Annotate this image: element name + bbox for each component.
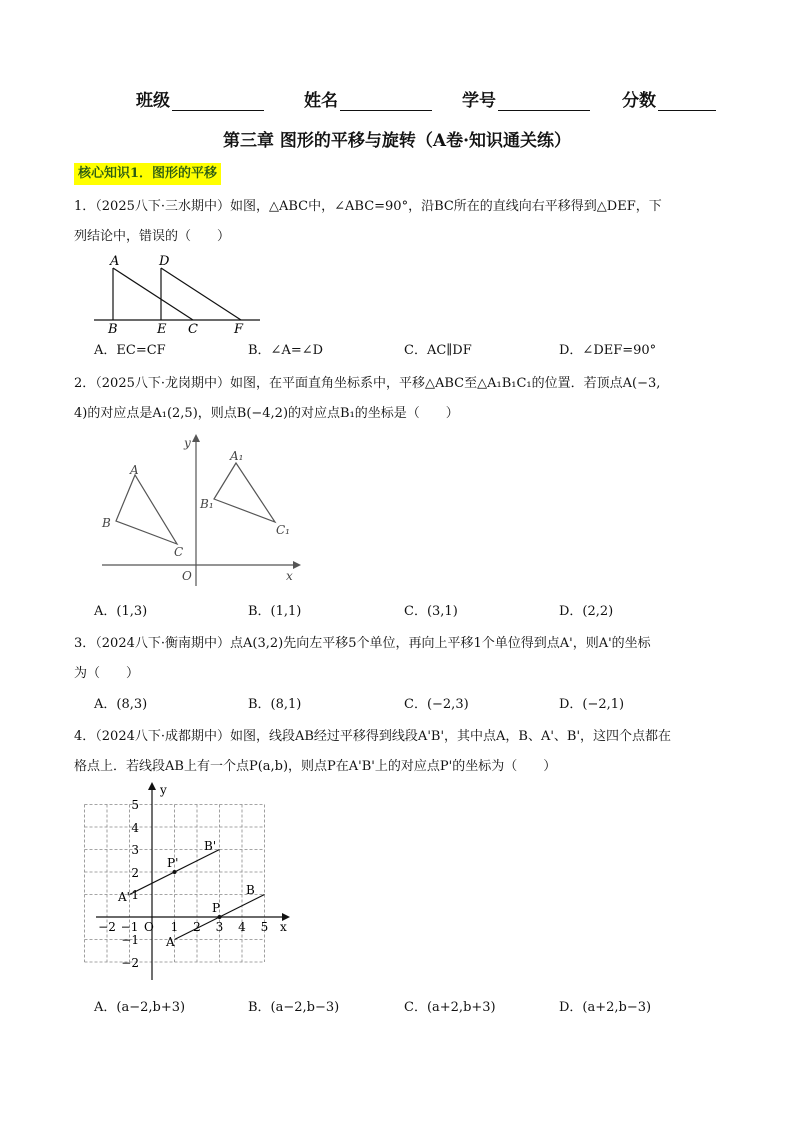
y-tick-5: 5 <box>131 798 139 812</box>
label-f: F <box>234 322 244 337</box>
score-label: 分数 <box>622 91 656 111</box>
label-a-prime: A' <box>118 890 130 904</box>
question-4-option-c[interactable]: C．(a+2,b+3) <box>404 1000 496 1015</box>
y-axis-label: y <box>160 783 167 797</box>
x-tick-neg-1: −1 <box>120 920 139 934</box>
label-p: P <box>212 901 221 915</box>
question-4-option-d[interactable]: D．(a+2,b−3) <box>559 1000 652 1015</box>
point-p <box>218 915 222 919</box>
label-d: D <box>159 254 170 269</box>
question-4-option-b[interactable]: B．(a−2,b−3) <box>248 1000 340 1015</box>
student-id-label: 学号 <box>462 91 496 111</box>
question-1-option-c[interactable]: C．AC∥DF <box>404 343 472 358</box>
question-1-figure <box>90 250 270 335</box>
question-3-line-2: 为（ ） <box>74 666 140 681</box>
x-tick-2: 2 <box>193 920 201 934</box>
y-axis-label: y <box>184 436 191 450</box>
label-b: B <box>108 322 118 337</box>
y-axis-arrow <box>192 434 200 442</box>
label-b: B <box>102 516 111 530</box>
question-2-option-d[interactable]: D．(2,2) <box>559 604 614 619</box>
x-tick-3: 3 <box>215 920 224 934</box>
x-axis-label: x <box>280 920 287 934</box>
x-axis-arrow <box>293 561 301 569</box>
question-2-option-c[interactable]: C．(3,1) <box>404 604 458 619</box>
question-3-line-1: 3．（2024八下·衡南期中）点A(3,2)先向左平移5个单位，再向上平移1个单位得到点A'，则A'的坐标 <box>74 636 651 651</box>
student-id-field <box>462 86 590 111</box>
label-e: E <box>157 322 167 337</box>
score-field <box>622 86 716 111</box>
label-a1: A₁ <box>230 449 244 463</box>
question-2-option-a[interactable]: A．(1,3) <box>94 604 148 619</box>
label-c: C <box>188 322 198 337</box>
question-4-option-a[interactable]: A．(a−2,b+3) <box>94 1000 186 1015</box>
y-tick-4: 4 <box>131 821 139 835</box>
question-4-line-1: 4．（2024八下·成都期中）如图，线段AB经过平移得到线段A'B'，其中点A，B、A'、B'，这四个点都在 <box>74 729 672 744</box>
question-4-line-2: 格点上．若线段AB上有一个点P(a,b)，则点P在A'B'上的对应点P'的坐标为（ ） <box>74 759 557 774</box>
point-p-prime <box>173 870 177 874</box>
question-2-figure <box>98 430 308 592</box>
y-tick-2: 2 <box>131 866 139 880</box>
question-1-option-d[interactable]: D．∠DEF=90° <box>559 343 657 358</box>
side-ac <box>113 268 193 320</box>
question-1-line-1: 1．（2025八下·三水期中）如图，△ABC中，∠ABC=90°，沿BC所在的直线向右平移得到△DEF，下 <box>74 199 662 214</box>
y-axis-arrow <box>148 782 156 790</box>
question-2-line-1: 2．（2025八下·龙岗期中）如图，在平面直角坐标系中，平移△ABC至△A₁B₁C₁的位置．若顶点A(−3, <box>74 376 661 391</box>
y-tick-1: 1 <box>131 888 139 902</box>
x-tick-1: 1 <box>170 920 179 934</box>
origin-label: O <box>144 920 154 934</box>
origin-label: O <box>182 569 192 583</box>
question-2-option-b[interactable]: B．(1,1) <box>248 604 302 619</box>
x-axis-label: x <box>286 569 293 583</box>
score-blank[interactable] <box>658 92 716 111</box>
y-tick-neg-2: −2 <box>121 956 139 970</box>
question-1-option-b[interactable]: B．∠A=∠D <box>248 343 324 358</box>
label-b1: B₁ <box>200 497 214 511</box>
y-tick-3: 3 <box>131 843 139 857</box>
class-blank[interactable] <box>172 92 264 111</box>
question-2-line-2: 4)的对应点是A₁(2,5)，则点B(−4,2)的对应点B₁的坐标是（ ） <box>74 406 459 421</box>
label-b: B <box>246 883 255 897</box>
name-field <box>304 86 432 111</box>
label-a: A <box>130 463 139 477</box>
x-tick-4: 4 <box>238 920 246 934</box>
label-p-prime: P' <box>167 856 179 870</box>
label-c: C <box>174 545 184 559</box>
question-1-line-2: 列结论中，错误的（ ） <box>74 229 231 244</box>
side-df <box>161 268 241 320</box>
class-label: 班级 <box>136 91 170 111</box>
triangle-abc <box>116 475 177 544</box>
triangle-a1b1c1 <box>214 463 275 522</box>
x-tick-5: 5 <box>260 920 269 934</box>
label-c1: C₁ <box>276 523 290 537</box>
class-field <box>136 86 264 111</box>
label-a: A <box>166 935 175 949</box>
question-1-option-a[interactable]: A．EC=CF <box>94 343 166 358</box>
question-3-option-b[interactable]: B．(8,1) <box>248 697 302 712</box>
question-3-option-c[interactable]: C．(−2,3) <box>404 697 469 712</box>
name-label: 姓名 <box>304 91 338 111</box>
label-b-prime: B' <box>204 839 217 853</box>
question-4-grid-figure <box>94 782 299 987</box>
section-tag: 核心知识1．图形的平移 <box>74 163 221 185</box>
y-tick-neg-1: −1 <box>121 933 139 947</box>
student-id-blank[interactable] <box>498 92 590 111</box>
question-3-option-a[interactable]: A．(8,3) <box>94 697 148 712</box>
x-tick-neg-2: −2 <box>98 920 116 934</box>
label-a: A <box>110 254 120 269</box>
name-blank[interactable] <box>340 92 432 111</box>
question-3-option-d[interactable]: D．(−2,1) <box>559 697 625 712</box>
page-title: 第三章 图形的平移与旋转（A卷·知识通关练） <box>222 131 572 151</box>
